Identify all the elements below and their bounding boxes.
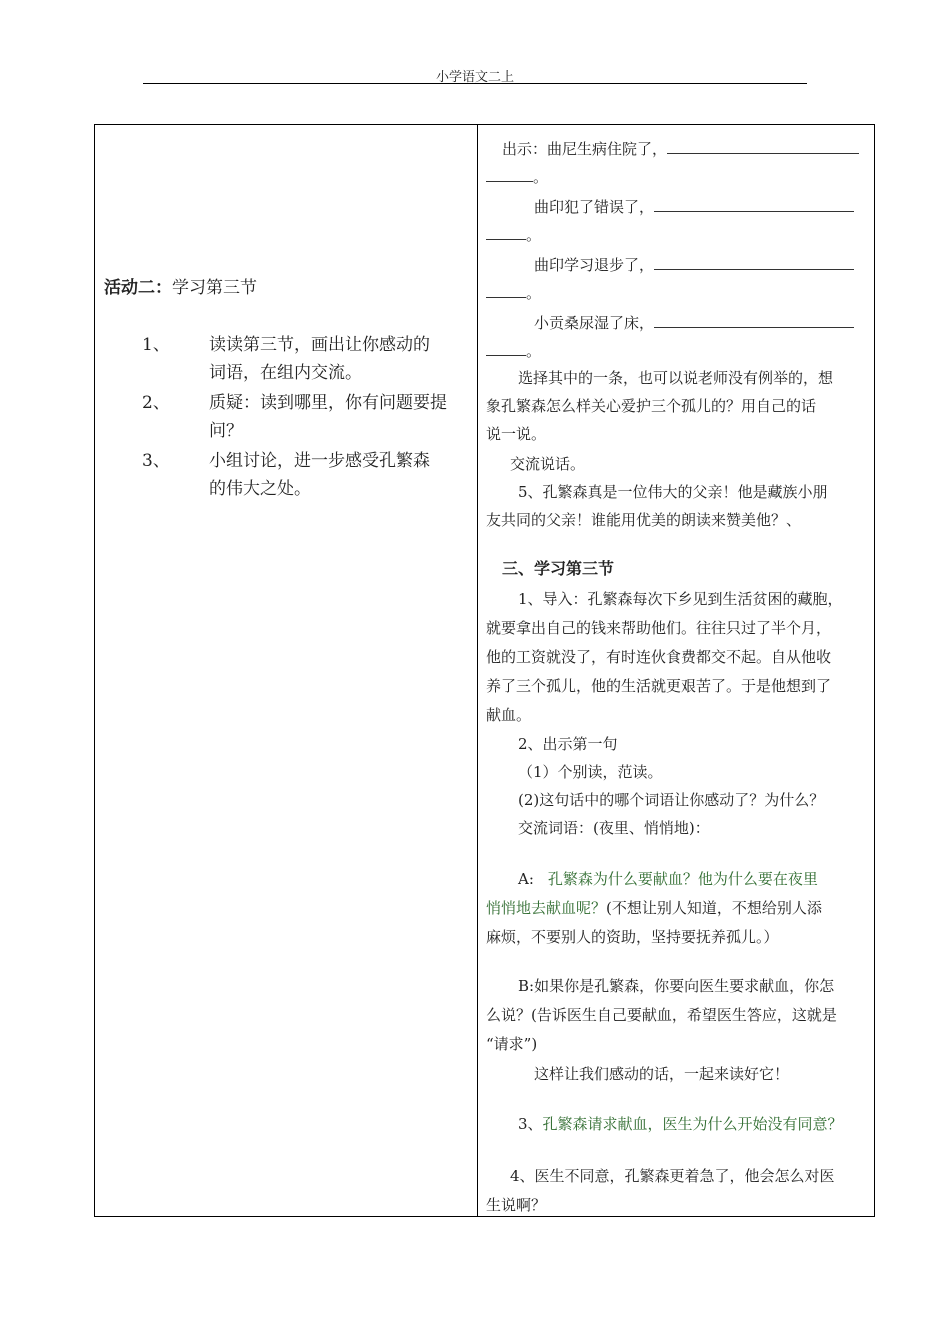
intro-line-2: 就要拿出自己的钱来帮助他们。往往只过了半个月， [486,619,832,637]
left-column [95,125,477,1216]
prompt-2-blank-cont[interactable] [486,225,526,240]
qa-line-3: 麻烦，不要别人的资助，坚持要抚养孤儿。） [486,928,779,946]
activity-heading-label: 活动二： [104,278,172,298]
prompt-2-end: 。 [526,226,542,244]
prompt-4-text: 小贡桑尿湿了床， [534,314,655,332]
prompt-4-end: 。 [526,342,542,360]
item-3-number: 3、 [142,451,170,471]
qa-question-2: 悄悄地去献血呢？ [486,899,607,917]
prompt-4-cont [486,341,541,360]
q4-line-2: 生说啊？ [486,1196,547,1214]
q3-question: 孔繁森请求献血，医生为什么开始没有同意？ [542,1115,843,1133]
q3-number: 3、 [518,1115,543,1133]
item-2-number: 2、 [142,393,170,413]
prompt-1-text: 出示：曲尼生病住院了， [502,140,668,158]
prompt-3-blank[interactable] [654,255,854,270]
qa-label: A: [518,870,534,888]
header-rule [143,83,807,84]
prompt-1-blank-cont[interactable] [486,167,533,182]
intro-line-5: 献血。 [486,706,532,724]
qa-line-2 [486,899,822,917]
step-2b: (2)这句话中的哪个词语让你感动了？为什么？ [518,791,825,809]
step-2: 2、出示第一句 [518,735,618,753]
choose-line-3: 说一说。 [486,425,547,443]
p5-line-2: 友共同的父亲！谁能用优美的朗读来赞美他？、 [486,511,802,529]
prompt-3-text: 曲印学习退步了， [534,256,655,274]
prompt-2 [534,197,854,216]
prompt-1-blank[interactable] [667,139,859,154]
qb-line-2: 么说？(告诉医生自己要献血，希望医生答应，这就是 [486,1006,837,1024]
activity-heading [104,275,257,301]
right-column [478,125,876,1216]
prompt-1-cont [486,167,548,186]
prompt-3-cont [486,283,541,302]
item-3-line2: 的伟大之处。 [209,479,311,499]
qa-question-1: 孔繁森为什么要献血？他为什么要在夜里 [547,870,818,888]
choose-line-1: 选择其中的一条，也可以说老师没有例举的，想 [518,369,834,387]
prompt-3 [534,255,854,274]
prompt-2-blank[interactable] [654,197,854,212]
item-2-line2: 问？ [209,421,243,441]
item-1-line1: 读读第三节，画出让你感动的 [209,335,430,355]
intro-line-4: 养了三个孤儿，他的生活就更艰苦了。于是他想到了 [486,677,832,695]
prompt-3-end: 。 [526,284,542,302]
qb-line-3: “请求”) [486,1035,538,1053]
exchange-text: 交流说话。 [510,455,586,473]
q4-line-1: 4、医生不同意，孔繁森更着急了，他会怎么对医 [510,1167,835,1185]
intro-line-1: 1、导入：孔繁森每次下乡见到生活贫困的藏胞， [518,590,843,608]
section-title: 三、学习第三节 [502,559,615,578]
qa-answer-1: (不想让别人知道，不想给别人添 [606,899,822,917]
item-2-line1: 质疑：读到哪里，你有问题要提 [209,393,447,413]
choose-line-2: 象孔繁森怎么样关心爱护三个孤儿的？用自己的话 [486,397,817,415]
prompt-3-blank-cont[interactable] [486,283,526,298]
prompt-2-cont [486,225,541,244]
step-2c: 交流词语：(夜里、悄悄地)： [518,819,710,837]
prompt-4-blank-cont[interactable] [486,341,526,356]
prompt-2-text: 曲印犯了错误了， [534,198,655,216]
lesson-table [94,124,875,1217]
prompt-4 [534,313,854,332]
p5-line-1: 5、孔繁森真是一位伟大的父亲！他是藏族小朋 [518,483,828,501]
item-1-line2: 词语，在组内交流。 [209,363,362,383]
intro-line-3: 他的工资就没了，有时连伙食费都交不起。自从他收 [486,648,832,666]
prompt-1-end: 。 [533,168,549,186]
qb-line-1: B:如果你是孔繁森，你要向医生要求献血，你怎 [518,977,835,995]
prompt-1 [502,139,859,158]
prompt-4-blank[interactable] [654,313,854,328]
q3-line [518,1115,843,1133]
page-header: 小学语文二上 [435,70,514,85]
read-together: 这样让我们感动的话，一起来读好它！ [534,1065,790,1083]
item-3-line1: 小组讨论，进一步感受孔繁森 [209,451,430,471]
step-2a: （1）个别读，范读。 [518,763,663,781]
qa-line-1 [518,870,818,888]
activity-heading-text: 学习第三节 [172,278,257,298]
item-1-number: 1、 [142,335,170,355]
